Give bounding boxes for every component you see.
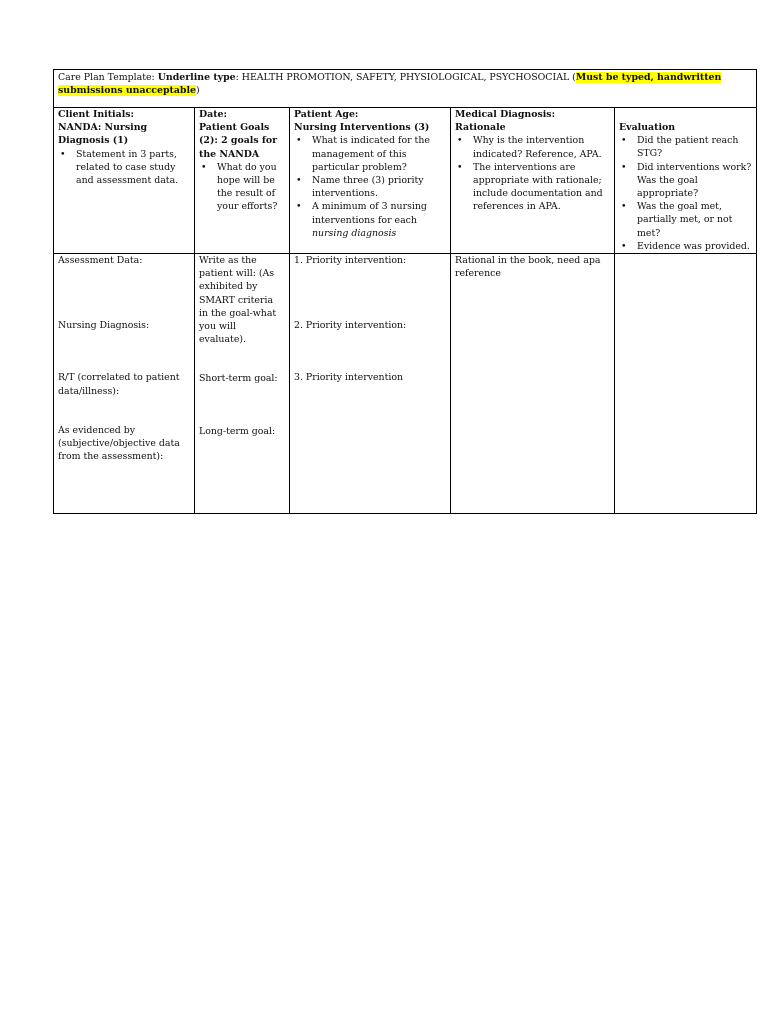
evaluation-bullet: • Did the patient reach STG? bbox=[635, 134, 752, 160]
nanda-bullets bbox=[58, 148, 190, 188]
col-evaluation-body bbox=[615, 254, 757, 514]
goals-bullets bbox=[199, 161, 285, 214]
column-header-row bbox=[54, 108, 757, 254]
goals-bullet: • What do you hope will be the result of your efforts? bbox=[215, 161, 285, 214]
col-rationale-body bbox=[451, 254, 615, 514]
evaluation-bullet: • Was the goal met, partially met, or not met? bbox=[635, 200, 752, 240]
interventions-title: Nursing Interventions (3) bbox=[294, 122, 430, 134]
rationale-bullet: • Why is the intervention indicated? Reference, APA. bbox=[471, 134, 610, 160]
rationale-title: Rationale bbox=[455, 122, 506, 134]
interventions-bullets bbox=[294, 134, 446, 240]
patient-age-label: Patient Age: bbox=[294, 109, 359, 120]
priority-intervention-1: 1. Priority intervention: bbox=[294, 255, 407, 267]
nanda-bullet: • Statement in 3 parts, related to case study and assessment data. bbox=[74, 148, 190, 188]
evaluation-bullet: • Did interventions work? Was the goal appropriate? bbox=[635, 161, 752, 201]
aeb-label: As evidenced by (subjective/objective data from the assessment): bbox=[58, 424, 180, 463]
header-close: ) bbox=[196, 85, 200, 97]
short-term-goal-label: Short-term goal: bbox=[199, 373, 278, 385]
evaluation-bullets bbox=[619, 134, 752, 253]
col-interventions-body bbox=[290, 254, 451, 514]
col-rationale-header bbox=[451, 108, 615, 254]
rationale-note: Rational in the book, need apa reference bbox=[455, 255, 601, 280]
col-nanda-header bbox=[54, 108, 195, 254]
rt-label: R/T (correlated to patient data/illness): bbox=[58, 372, 180, 397]
goal-instructions: Write as the patient will: (As exhibited by SMART criteria in the goal-what you will evaluate). bbox=[199, 255, 277, 346]
body-row bbox=[54, 254, 757, 514]
priority-intervention-2: 2. Priority intervention: bbox=[294, 320, 407, 332]
col-goals-header bbox=[195, 108, 290, 254]
date-label: Date: bbox=[199, 109, 227, 120]
interventions-bullet: • Name three (3) priority interventions. bbox=[310, 174, 446, 200]
client-initials-label: Client Initials: bbox=[58, 109, 134, 120]
col-nanda-body bbox=[54, 254, 195, 514]
header-prefix: Care Plan Template: bbox=[58, 72, 158, 83]
header-types: : HEALTH PROMOTION, SAFETY, PHYSIOLOGICAL, PSYCHOSOCIAL ( bbox=[235, 72, 576, 83]
care-plan-table bbox=[53, 69, 757, 514]
header-underline-label: Underline type bbox=[157, 72, 236, 83]
col-evaluation-header bbox=[615, 108, 757, 254]
nursing-diagnosis-label: Nursing Diagnosis: bbox=[58, 320, 150, 332]
nanda-title: NANDA: Nursing Diagnosis (1) bbox=[58, 122, 148, 147]
priority-intervention-3: 3. Priority intervention bbox=[294, 372, 404, 384]
interventions-bullet bbox=[310, 200, 446, 240]
rationale-bullets bbox=[455, 134, 610, 213]
col-interventions-header bbox=[290, 108, 451, 254]
header-row bbox=[54, 70, 757, 108]
long-term-goal-label: Long-term goal: bbox=[199, 425, 276, 437]
evaluation-top-label bbox=[619, 108, 752, 121]
rationale-bullet: • The interventions are appropriate with rationale; include documentation and references in APA. bbox=[471, 161, 610, 214]
care-plan-document bbox=[53, 69, 756, 514]
interventions-bullet-italic: nursing diagnosis bbox=[312, 227, 397, 239]
medical-diagnosis-label: Medical Diagnosis: bbox=[455, 109, 556, 120]
evaluation-bullet: • Evidence was provided. bbox=[635, 240, 752, 253]
interventions-bullet: • What is indicated for the management of this particular problem? bbox=[310, 134, 446, 174]
evaluation-title: Evaluation bbox=[619, 122, 676, 133]
interventions-bullet-text: A minimum of 3 nursing interventions for each bbox=[312, 201, 427, 226]
assessment-data-label: Assessment Data: bbox=[58, 255, 143, 267]
header-cell bbox=[54, 70, 757, 108]
header-highlight: Must be typed, handwritten submissions unacceptable bbox=[58, 72, 722, 97]
goals-title: Patient Goals (2): 2 goals for the NANDA bbox=[199, 122, 278, 160]
col-goals-body bbox=[195, 254, 290, 514]
